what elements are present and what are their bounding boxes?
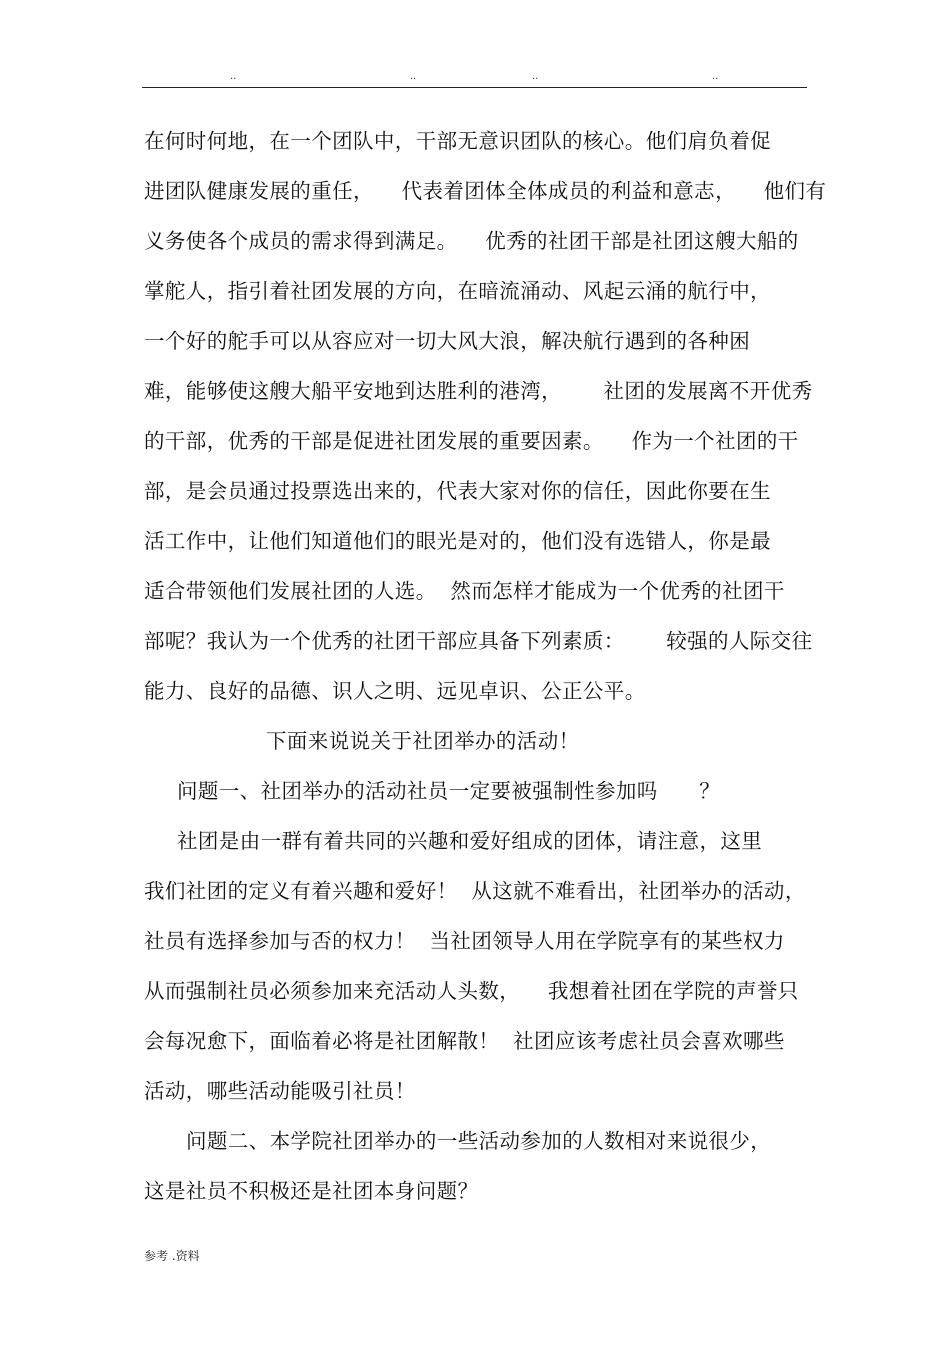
body-line: 社团是由一群有着共同的兴趣和爱好组成的团体，请注意，这里: [177, 829, 763, 853]
body-line: 活工作中，让他们知道他们的眼光是对的，他们没有选错人，你是最: [144, 529, 771, 553]
header-mark: ..: [410, 71, 417, 82]
body-line: 进团队健康发展的重任， 代表着团体全体成员的利益和意志， 他们有: [144, 179, 827, 203]
header-marks: [0, 72, 950, 86]
section-heading: 下面来说说关于社团举办的活动！: [266, 729, 580, 753]
page-footer: 参考 .资料: [144, 1249, 200, 1263]
body-line: 掌舵人，指引着社团发展的方向，在暗流涌动、风起云涌的航行中，: [144, 279, 771, 303]
body-line: 难，能够使这艘大船平安地到达胜利的港湾， 社团的发展离不开优秀: [144, 379, 813, 403]
body-line: 的干部，优秀的干部是促进社团发展的重要因素。 作为一个社团的干: [144, 429, 799, 453]
body-line: 会每况愈下，面临着必将是社团解散！ 社团应该考虑社员会喜欢哪些: [144, 1029, 785, 1053]
question-heading: 问题二、本学院社团举办的一些活动参加的人数相对来说很少，: [186, 1129, 772, 1153]
body-line: 适合带领他们发展社团的人选。 然而怎样才能成为一个优秀的社团干: [144, 579, 785, 603]
body-line: 部呢？我认为一个优秀的社团干部应具备下列素质： 较强的人际交往: [144, 629, 813, 653]
body-line: 在何时何地，在一个团队中，干部无意识团队的核心。他们肩负着促: [144, 129, 771, 153]
body-line: 社员有选择参加与否的权力！ 当社团领导人用在学院享有的某些权力: [144, 929, 785, 953]
body-line: 从而强制社员必须参加来充活动人头数， 我想着社团在学院的声誉只: [144, 979, 799, 1003]
body-line: 义务使各个成员的需求得到满足。 优秀的社团干部是社团这艘大船的: [144, 229, 799, 253]
body-line: 我们社团的定义有着兴趣和爱好！ 从这就不难看出，社团举办的活动，: [144, 879, 806, 903]
header-mark: ..: [712, 71, 719, 82]
body-line: 能力、良好的品德、识人之明、远见卓识、公正公平。: [144, 679, 646, 703]
header-rule: [142, 87, 807, 88]
body-line: 这是社员不积极还是社团本身问题？: [144, 1179, 479, 1203]
question-heading: 问题一、社团举办的活动社员一定要被强制性参加吗 ？: [177, 779, 721, 803]
header-mark: ..: [230, 71, 237, 82]
header-mark: ..: [532, 71, 539, 82]
body-line: 活动，哪些活动能吸引社员！: [144, 1079, 416, 1103]
body-line: 一个好的舵手可以从容应对一切大风大浪，解决航行遇到的各种困: [144, 329, 751, 353]
body-line: 部，是会员通过投票选出来的，代表大家对你的信任，因此你要在生: [144, 479, 771, 503]
